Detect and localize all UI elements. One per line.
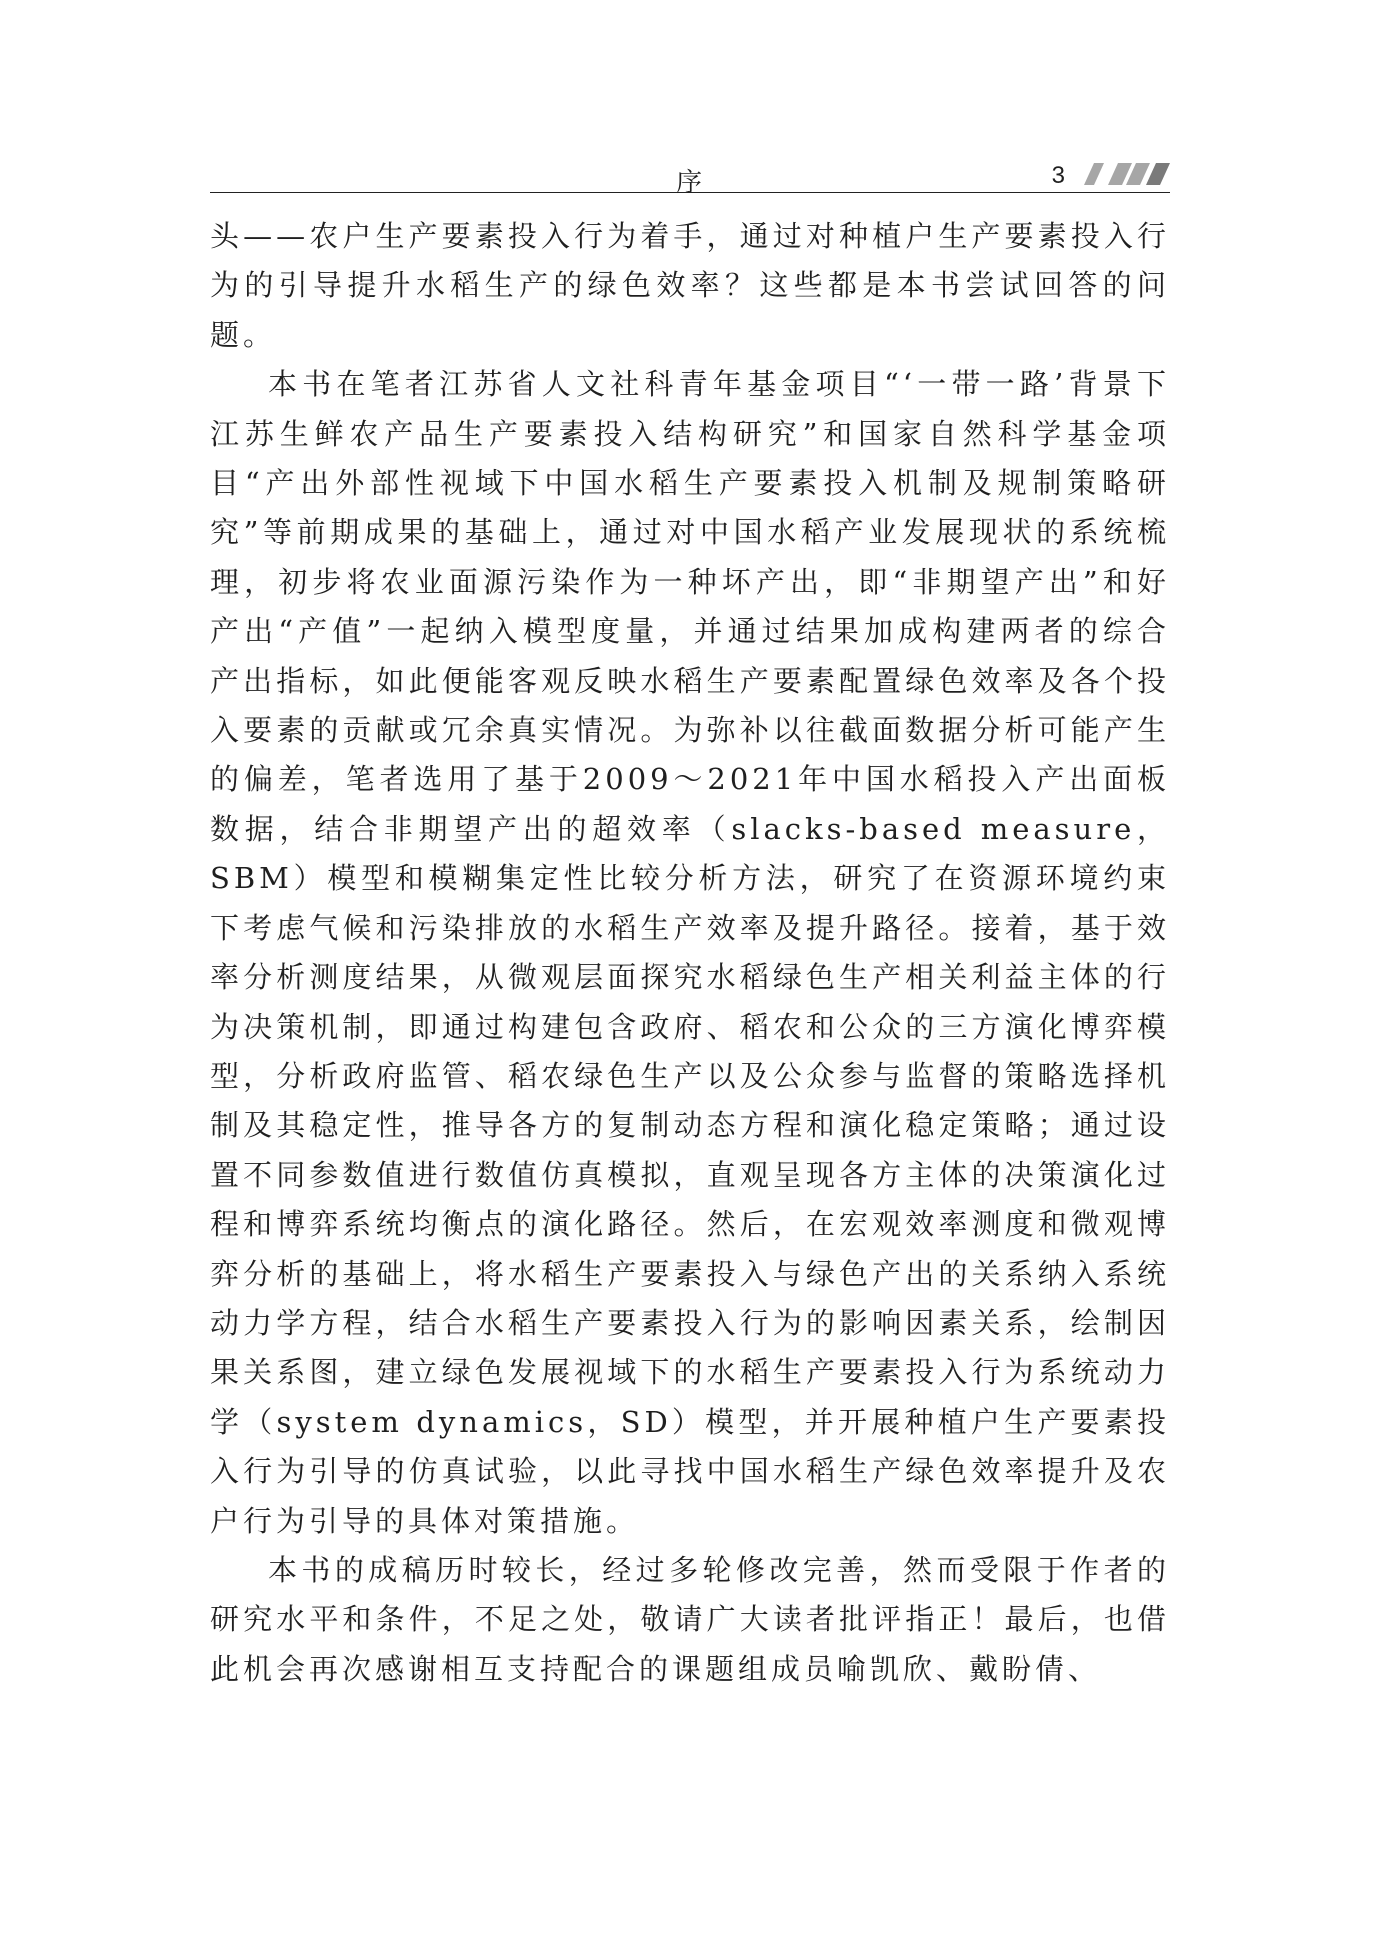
page-number: 3 (1051, 162, 1065, 189)
paragraph-acknowledgement: 本书的成稿历时较长，经过多轮修改完善，然而受限于作者的研究水平和条件，不足之处，敬请广大读者批评指正！最后，也借此机会再次感谢相互支持配合的课题组成员喻凯欣、戴盼倩、 (210, 1552, 1170, 1686)
header-stripes-ornament (1074, 163, 1170, 185)
paragraph-research-summary: 本书在笔者江苏省人文社科青年基金项目“‘一带一路’背景下江苏生鲜农产品生产要素投入结构研究”和国家自然科学基金项目“产出外部性视域下中国水稻生产要素投入机制及规制策略研究”等前期成果的基础上，通过对中国水稻产业发展现状的系统梳理，初步将农业面源污染作为一种坏产出，即“非期望产出”和好产出“产值”一起纳入模型度量，并通过结果加成构建两者的综合产出指标，如此便能客观反映水稻生产要素配置绿色效率及各个投入要素的贡献或冗余真实情况。为弥补以往截面数据分析可能产生的偏差，笔者选用了基于2009～2021年中国水稻投入产出面板数据，结合非期望产出的超效率（slacks-based measure，SBM）模型和模糊集定性比较分析方法，研究了在资源环境约束下考虑气候和污染排放的水稻生产效率及提升路径。接着，基于效率分析测度结果，从微观层面探究水稻绿色生产相关利益主体的行为决策机制，即通过构建包含政府、稻农和公众的三方演化博弈模型，分析政府监管、稻农绿色生产以及公众参与监督的策略选择机制及其稳定性，推导各方的复制动态方程和演化稳定策略；通过设置不同参数值进行数值仿真模拟，直观呈现各方主体的决策演化过程和博弈系统均衡点的演化路径。然后，在宏观效率测度和微观博弈分析的基础上，将水稻生产要素投入与绿色产出的关系纳入系统动力学方程，结合水稻生产要素投入行为的影响因素关系，绘制因果关系图，建立绿色发展视域下的水稻生产要素投入行为系统动力学（system dynamics，SD）模型，并开展种植户生产要素投入行为引导的仿真试验，以此寻找中国水稻生产绿色效率提升及农户行为引导的具体对策措施。 (210, 367, 1170, 1538)
paragraph-continuation: 头——农户生产要素投入行为着手，通过对种植户生产要素投入行为的引导提升水稻生产的绿色效率？这些都是本书尝试回答的问题。 (210, 219, 1170, 352)
running-header (210, 158, 1170, 198)
body-text (210, 212, 1170, 1694)
running-header-title: 序 (675, 168, 704, 198)
header-rule (210, 192, 1170, 193)
